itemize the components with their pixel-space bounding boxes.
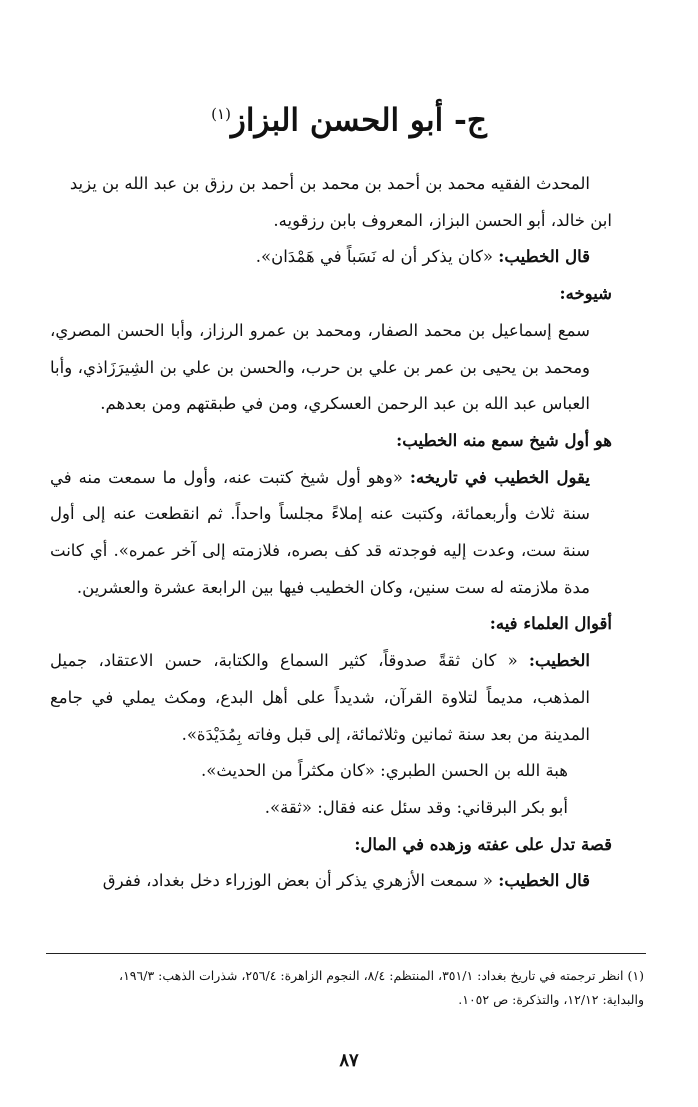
ulama-khatib-label: الخطيب: xyxy=(528,651,590,671)
story-paragraph xyxy=(50,863,612,900)
footnote-line-1: (١) انظر ترجمته في تاريخ بغداد: ٣٥١/١، المنتظم: ٨/٤، النجوم الزاهرة: ٢٥٦/٤، شذرات الذهب: ١٩٦/٣، xyxy=(119,968,644,983)
footnote-divider xyxy=(46,953,646,954)
story-heading: قصة تدل على عفته وزهده في المال: xyxy=(354,834,612,854)
first-shaykh-heading: هو أول شيخ سمع منه الخطيب: xyxy=(396,430,612,450)
intro-line-1: المحدث الفقيه محمد بن أحمد بن محمد بن أحمد بن رزق بن عبد الله بن يزيد xyxy=(69,174,590,193)
footnote xyxy=(48,964,644,1012)
intro-khatib-quote xyxy=(50,239,612,276)
shuyukh-text: سمع إسماعيل بن محمد الصفار، ومحمد بن عمرو الرزاز، وأبا الحسن المصري، ومحمد بن يحيى بن عمر بن علي بن حرب، والحسن بن علي بن الشِيرَزَاذي، وأبا العباس عبد الله بن عبد الرحمن العسكري، ومن في طبقتهم ومن بعدهم. xyxy=(50,320,590,414)
ulama-khatib-text: « كان ثقةً صدوقاً، كثير السماع والكتابة، حسن الاعتقاد، جميل المذهب، مديماً لتلاوة القرآن، شديداً على أهل البدع، ومكث يملي في جامع المدينة من بعد سنة ثمانين وثلاثمائة، إلى قبل وفاته بِمُدَيْدَة». xyxy=(50,651,590,744)
title-text: ج- أبو الحسن البزاز xyxy=(230,102,487,139)
page-number: ٨٧ xyxy=(339,1050,359,1071)
title-footnote-marker: (١) xyxy=(211,105,231,123)
story-text: « سمعت الأزهري يذكر أن بعض الوزراء دخل بغداد، ففرق xyxy=(102,871,494,891)
first-shaykh-paragraph xyxy=(50,460,612,607)
ulama-hibat: هبة الله بن الحسن الطبري: «كان مكثراً من الحديث». xyxy=(201,761,568,781)
first-shaykh-text: «وهو أول شيخ كتبت عنه، وأول ما سمعت منه في سنة ثلاث وأربعمائة، وكتبت عنه إملاءً مجلساً واحداً. ثم انقطعت عنه إلى أول سنة ست، وعدت إليه فوجدته قد كف بصره، فلازمته إلى آخر عمره». أي كانت مدة ملازمته له ست سنين، وكان الخطيب فيها بين الرابعة عشرة والعشرين. xyxy=(50,467,590,597)
ulama-barqani: أبو بكر البرقاني: وقد سئل عنه فقال: «ثقة». xyxy=(264,797,568,817)
intro-khatib-text: «كان يذكر أن له نَسَباً في هَمْدَان». xyxy=(255,247,494,267)
page-title xyxy=(0,92,698,142)
intro-line-2: ابن خالد، أبو الحسن البزاز، المعروف بابن رزقويه. xyxy=(273,210,612,230)
main-text xyxy=(50,166,612,900)
ulama-heading: أقوال العلماء فيه: xyxy=(489,614,612,634)
first-shaykh-label: يقول الخطيب في تاريخه: xyxy=(409,467,590,487)
shuyukh-heading: شيوخه: xyxy=(559,284,612,304)
intro-khatib-label: قال الخطيب: xyxy=(498,247,590,267)
footnote-line-2: والبداية: ١٢/١٢، والتذكرة: ص ١٠٥٢. xyxy=(458,992,644,1007)
story-label: قال الخطيب: xyxy=(498,871,590,891)
ulama-khatib-paragraph xyxy=(50,643,612,753)
